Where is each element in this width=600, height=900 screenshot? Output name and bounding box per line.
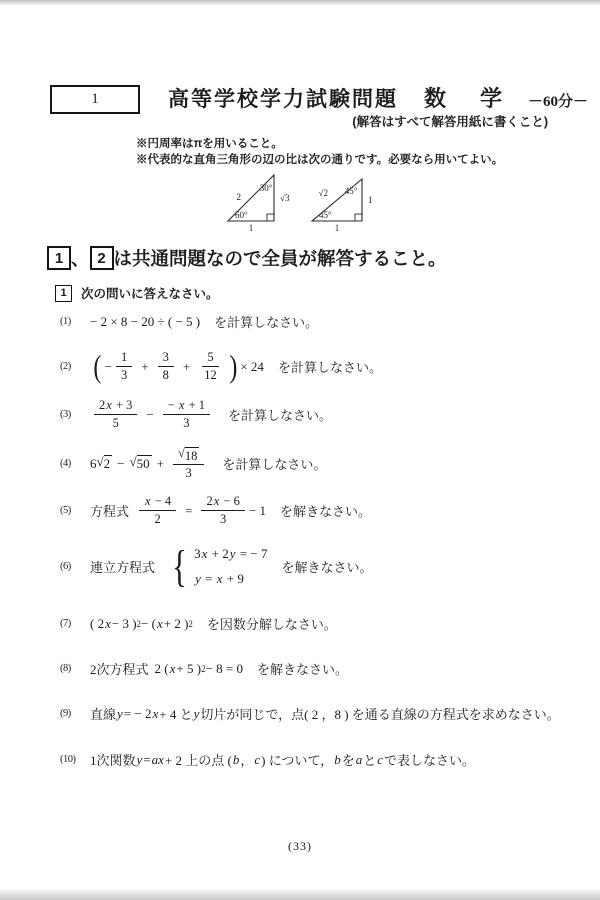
page-number: (33) xyxy=(288,839,312,853)
problem-9-text: 直線 y = − 2 x + 4 と y 切片が同じで，点( 2 ，8 ) を通る直線の方程式を求めなさい。 xyxy=(90,705,560,722)
equation-1: 3x + 2y = − 7 xyxy=(194,546,268,561)
paper-number: 1 xyxy=(91,91,99,107)
exponent: 2 xyxy=(188,618,193,629)
equation-system xyxy=(194,542,267,591)
problem-8-suffix: を解きなさい。 xyxy=(256,662,348,677)
problem-4 xyxy=(60,446,326,481)
heading-separator: 、 xyxy=(71,248,90,269)
note-pi: ※円周率はπを用いること。 xyxy=(136,138,283,150)
var-a: a xyxy=(355,751,363,767)
problem-6-suffix: を解きなさい。 xyxy=(281,560,373,576)
equation-2: y = x + 9 xyxy=(195,570,244,586)
problem-1 xyxy=(60,312,318,331)
coefficient: 6 xyxy=(90,455,97,471)
plus-sign: + xyxy=(141,358,149,374)
paper-title-row xyxy=(168,82,588,113)
var-y: y xyxy=(229,546,236,561)
var-y: y xyxy=(195,570,201,586)
paper-title: 高等学校学力試験問題 xyxy=(168,87,398,111)
fraction: $\frac{x - 4}{2}$ xyxy=(139,494,176,527)
var-x: x xyxy=(216,570,223,586)
paper-number-box xyxy=(50,85,140,114)
sqrt-term: √ 50 xyxy=(129,454,150,472)
problem-5 xyxy=(60,494,371,527)
var-x: x xyxy=(145,494,151,508)
radical-icon: √ xyxy=(96,454,104,470)
problem-9-number: (9) xyxy=(60,708,71,719)
paper-duration: －60分－ xyxy=(528,94,589,110)
problem-9 xyxy=(60,704,560,723)
var-x: x xyxy=(213,494,220,508)
t1-hypotenuse-label: 2 xyxy=(236,192,241,202)
section-1-box: 1 xyxy=(55,285,72,302)
problem-8-expression: 2 ( x + 5 ) 2 − 8 = 0 xyxy=(154,660,243,676)
problem-4-expression xyxy=(90,446,208,481)
plus-sign: + xyxy=(156,455,164,471)
minus-sign: − xyxy=(104,358,112,374)
instruction-notes xyxy=(136,137,503,168)
system-brace: { xyxy=(172,541,187,591)
sqrt-term: √ 18 xyxy=(177,446,198,463)
common-problems-heading xyxy=(47,245,447,271)
problem-8-label: 2次方程式 xyxy=(90,662,149,677)
problem-6-label: 連立方程式 xyxy=(90,560,156,576)
t2-top-angle-label: 45° xyxy=(344,186,358,196)
problem-4-number: (4) xyxy=(60,458,71,470)
right-angle-mark-left xyxy=(267,214,274,221)
problem-6-number: (6) xyxy=(60,561,71,573)
problem-3-number: (3) xyxy=(60,409,71,420)
plus-sign: + xyxy=(182,358,191,374)
problem-7 xyxy=(60,614,337,633)
problem-2-expression xyxy=(90,350,264,383)
problem-10 xyxy=(60,750,475,769)
radical-icon: √ xyxy=(177,446,185,460)
var-y: y xyxy=(136,751,143,767)
right-angle-mark-right xyxy=(355,214,362,221)
tail-term: − 1 xyxy=(248,502,266,518)
reference-triangles-figure xyxy=(224,169,402,233)
exponent: 2 xyxy=(201,663,206,674)
var-b: b xyxy=(232,751,240,767)
exponent: 2 xyxy=(136,618,142,629)
t2-hypotenuse-label: √2 xyxy=(318,188,328,198)
problem-2-number: (2) xyxy=(60,361,71,372)
scan-edge-top xyxy=(0,0,600,5)
problem-7-expression: ( 2 x − 3 ) 2 − ( x + 2 ) 2 xyxy=(90,615,193,631)
problem-3-suffix: を計算しなさい。 xyxy=(228,408,333,423)
fraction: $\frac{2x + 3}{5}$ xyxy=(94,398,137,431)
fraction: $\frac{3}{8}$ xyxy=(158,350,174,383)
var-x: x xyxy=(156,615,163,631)
fraction: $\frac{5}{12}$ xyxy=(204,350,217,382)
var-x: x xyxy=(152,705,159,721)
sqrt-term: √ 2 xyxy=(96,454,111,472)
multiplier: × 24 xyxy=(240,358,264,374)
var-x: x xyxy=(105,615,111,631)
answer-sheet-note: (解答はすべて解答用紙に書くこと) xyxy=(352,115,548,129)
fraction: √ 18 3 xyxy=(173,446,204,481)
paper-subject: 数 学 xyxy=(424,86,509,111)
t2-base-label: 1 xyxy=(334,223,340,233)
problem-5-label: 方程式 xyxy=(90,504,130,519)
t1-bottom-angle-label: 60° xyxy=(235,210,248,220)
var-y: y xyxy=(117,705,123,721)
var-ax: ax xyxy=(151,751,164,767)
var-y: y xyxy=(193,705,200,721)
heading-text: は共通問題なので全員が解答すること。 xyxy=(113,248,447,269)
problem-10-text: 1次関数 y = ax + 2 上の点 ( b ， c ) について， b を a と c で表しなさい。 xyxy=(90,751,476,768)
problem-2 xyxy=(60,350,382,383)
boxed-number-1: 1 xyxy=(47,246,71,270)
problem-1-number: (1) xyxy=(60,316,71,327)
var-c: c xyxy=(254,751,261,767)
problem-8 xyxy=(60,659,348,678)
t1-top-angle-label: 30° xyxy=(259,183,273,193)
problem-4-suffix: を計算しなさい。 xyxy=(222,457,327,473)
var-c: c xyxy=(377,751,384,767)
minus-sign: − xyxy=(146,406,154,422)
var-b: b xyxy=(334,751,341,767)
scan-edge-bottom xyxy=(0,888,600,900)
section-1-instruction: 次の問いに答えなさい。 xyxy=(81,287,219,301)
problem-5-expression xyxy=(135,494,266,527)
fraction: $\frac{2x - 6}{3}$ xyxy=(201,494,244,527)
t2-bottom-angle-label: 45° xyxy=(319,210,332,220)
var-x: x xyxy=(178,398,185,412)
problem-2-suffix: を計算しなさい。 xyxy=(277,360,382,375)
boxed-number-2: 2 xyxy=(90,246,114,270)
fraction: $\frac{1}{3}$ xyxy=(116,350,132,383)
problem-3-expression xyxy=(90,398,214,431)
equals-sign: = xyxy=(185,502,193,518)
problem-8-number: (8) xyxy=(60,663,71,674)
var-x: x xyxy=(169,660,176,676)
t1-base-label: 1 xyxy=(248,223,254,233)
close-paren: ) xyxy=(229,348,238,385)
open-paren: ( xyxy=(93,348,102,385)
var-x: x xyxy=(106,398,112,412)
problem-7-suffix: を因数分解しなさい。 xyxy=(206,617,337,632)
problem-5-suffix: を解きなさい。 xyxy=(279,504,371,519)
t1-right-side-label: √3 xyxy=(280,193,290,203)
problem-3 xyxy=(60,398,332,431)
problem-6 xyxy=(60,542,372,591)
problem-7-number: (7) xyxy=(60,618,71,629)
t2-right-side-label: 1 xyxy=(368,195,373,205)
minus-sign: − xyxy=(117,455,125,471)
problem-10-number: (10) xyxy=(60,754,76,765)
fraction: $\frac{- x + 1}{3}$ xyxy=(163,398,210,431)
note-triangles: ※代表的な直角三角形の辺の比は次の通りです。必要なら用いてよい。 xyxy=(136,153,504,166)
var-x: x xyxy=(201,546,208,561)
radical-icon: √ xyxy=(129,454,137,470)
section-1-heading xyxy=(55,284,219,302)
problem-1-suffix: を計算しなさい。 xyxy=(214,315,319,330)
problem-5-number: (5) xyxy=(60,505,71,516)
problem-1-expression: − 2 × 8 − 20 ÷ ( − 5 ) xyxy=(90,313,201,329)
